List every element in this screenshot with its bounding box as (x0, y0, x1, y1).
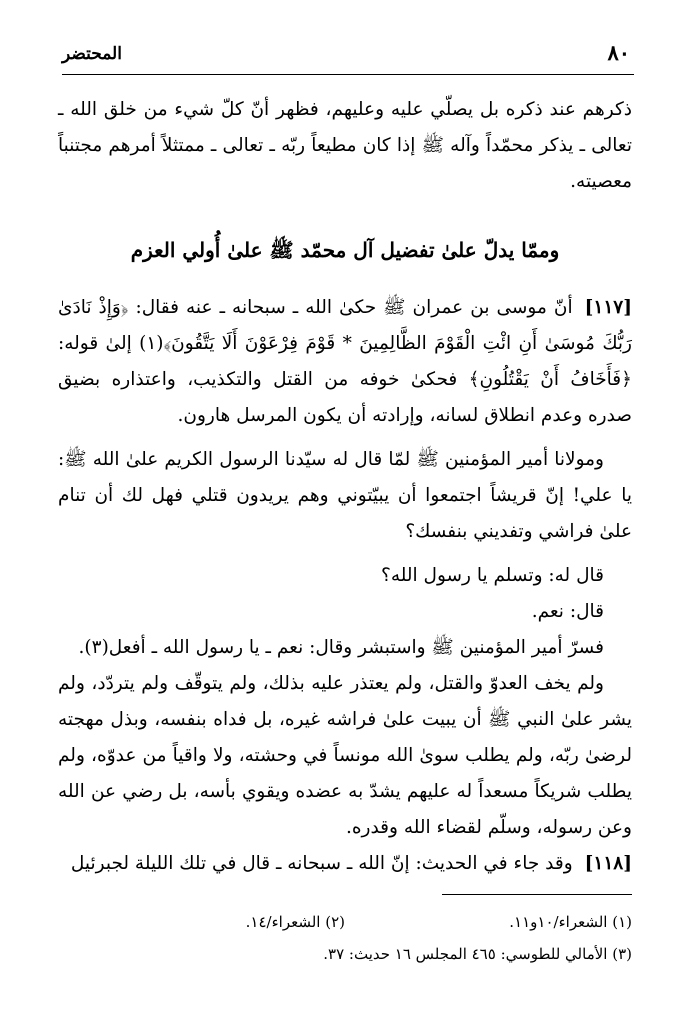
paragraph-courage: ولم يخف العدوّ والقتل، ولم يعتذر عليه بذلك، ولم يتوقّف ولم يتردّد، ولم يشر علىٰ النبي ﷺ أن يبيت علىٰ فراشه غيره، بل فداه بنفسه، وبذل مهجته لرضىٰ ربّه، ولم يطلب سوىٰ الله مونساً في وحشته، ولا واقياً من عدوّه، ولم يطلب شريكاً مسعداً له عليهم يشدّ به عضده ويقوي بأسه، بل رضي عن الله وعن رسوله، وسلّم لقضاء الله وقدره. (58, 673, 632, 838)
paragraph-117-text: أنّ موسى بن عمران ﷺ حكىٰ الله ـ سبحانه ـ عنه فقال: ﴿وَإِذْ نَادَىٰ رَبُّكَ مُوسَىٰ أَنِ ائْتِ الْقَوْمَ الظَّالِمِينَ * قَوْمَ فِرْعَوْنَ أَلَا يَتَّقُونَ﴾(١) إلىٰ قوله: ﴿فَأَخَافُ أَنْ يَقْتُلُونِ﴾ فحكىٰ خوفه من القتل والتكذيب، واعتذاره بضيق صدره وعدم انطلاق لسانه، وإرادته أن يكون المرسل هارون. (58, 297, 632, 426)
page-number: ٨٠ (607, 40, 630, 65)
footnote-1: (١) الشعراء/١٠و١١. (509, 913, 632, 931)
header-divider (62, 74, 634, 75)
paragraph-number-118: [١١٨] (584, 853, 632, 874)
running-header-title: المحتضر (62, 44, 122, 64)
footnotes (58, 906, 632, 970)
footnote-2: (٢) الشعراء/١٤. (245, 913, 345, 931)
dialogue-line-3: فسرّ أمير المؤمنين ﷺ واستبشر وقال: نعم ـ يا رسول الله ـ أفعل(٣). (78, 637, 604, 658)
paragraph-117 (58, 290, 632, 434)
intro-paragraph: ذكرهم عند ذكره بل يصلّي عليه وعليهم، فظهر أنّ كلّ شيء من خلق الله ـ تعالى ـ يذكر محمّداً وآله ﷺ إذا كان مطيعاً ربّه ـ تعالى ـ ممتثلاً أمرهم مجتنباً معصيته. (58, 99, 632, 192)
footnote-divider (442, 894, 632, 895)
dialogue-line-2: قال: نعم. (531, 601, 604, 622)
paragraph-118-text: وقد جاء في الحديث: إنّ الله ـ سبحانه ـ قال في تلك الليلة لجبرئيل (70, 853, 573, 874)
page-body (58, 92, 632, 882)
dialogue-line-1: قال له: وتسلم يا رسول الله؟ (381, 565, 604, 586)
section-heading: وممّا يدلّ علىٰ تفضيل آل محمّد ﷺ علىٰ أُولي العزم (130, 238, 560, 262)
paragraph-amir-al-muminin: ومولانا أمير المؤمنين ﷺ لمّا قال له سيّدنا الرسول الكريم علىٰ الله ﷺ: يا علي! إنّ قريشاً اجتمعوا أن يبيّتوني وهم يريدون قتلي فهل لك أن تنام علىٰ فراشي وتفديني بنفسك؟ (58, 449, 632, 542)
paragraph-number-117: [١١٧] (584, 297, 632, 318)
paragraph-118 (58, 846, 632, 882)
footnote-3: (٣) الأمالي للطوسي: ٤٦٥ المجلس ١٦ حديث: ٣٧. (323, 945, 632, 963)
footnote-row (58, 906, 632, 938)
